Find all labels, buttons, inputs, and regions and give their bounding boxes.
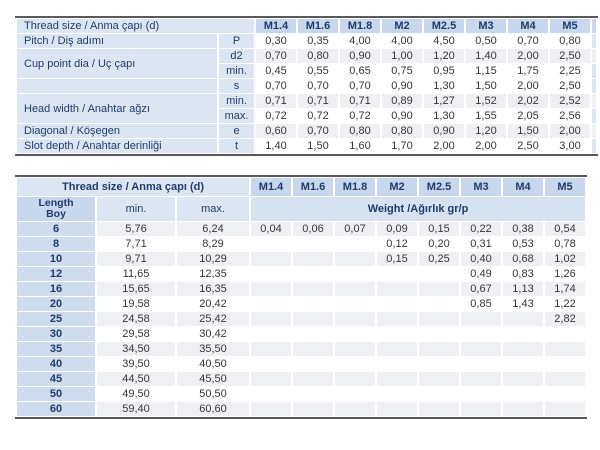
value-cell: 2,25 [550, 64, 590, 78]
weight-cell [419, 387, 459, 401]
table-row [17, 267, 585, 281]
min-value-cell: 39,50 [97, 357, 175, 371]
row-label: Head width / Anahtar ağzı [17, 94, 217, 123]
row-symbol: min. [219, 64, 254, 78]
weight-cell [503, 387, 543, 401]
table-row [17, 49, 596, 63]
min-value-cell: 11,65 [97, 267, 175, 281]
weight-cell [377, 282, 417, 296]
weight-cell: 1,22 [545, 297, 585, 311]
max-value-cell: 40,50 [177, 357, 249, 371]
table-row [17, 94, 596, 108]
thread-size-header: M5 [550, 19, 590, 33]
min-value-cell: 24,58 [97, 312, 175, 326]
row-label: Slot depth / Anahtar derinliği [17, 139, 217, 153]
weight-cell [335, 372, 375, 386]
weight-cell: 0,06 [293, 222, 333, 236]
weight-cell: 0,22 [461, 222, 501, 236]
max-value-cell: 6,24 [177, 222, 249, 236]
weight-cell [251, 267, 291, 281]
thread-size-header: M1.6 [293, 178, 333, 196]
weight-cell [251, 312, 291, 326]
value-cell: 0,71 [256, 94, 296, 108]
weight-cell [251, 297, 291, 311]
weight-cell: 0,85 [461, 297, 501, 311]
max-value-cell: 45,50 [177, 372, 249, 386]
table-row [17, 124, 596, 138]
weight-cell: 0,31 [461, 237, 501, 251]
thread-size-header: M1.6 [298, 19, 338, 33]
min-value-cell: 7,71 [97, 237, 175, 251]
table-row [17, 342, 585, 356]
min-value-cell: 44,50 [97, 372, 175, 386]
value-cell: 1,55 [466, 109, 506, 123]
table-row [17, 327, 585, 341]
row-label: Cup point dia / Uç çapı [17, 49, 217, 78]
max-value-cell: 8,29 [177, 237, 249, 251]
table-edge-sliver [592, 109, 596, 123]
weight-cell [503, 342, 543, 356]
value-cell: 0,71 [340, 94, 380, 108]
value-cell: 0,72 [298, 109, 338, 123]
weight-cell: 0,40 [461, 252, 501, 266]
length-cell: 16 [17, 282, 95, 296]
weight-cell [293, 237, 333, 251]
lengths-weights-table [15, 177, 587, 417]
value-cell: 1,50 [298, 139, 338, 153]
weight-group-header: Weight /Ağırlık gr/p [251, 197, 585, 221]
value-cell: 0,80 [340, 124, 380, 138]
value-cell: 1,30 [424, 109, 464, 123]
value-cell: 0,70 [340, 79, 380, 93]
weight-cell [377, 342, 417, 356]
length-column-header [17, 197, 95, 221]
table-edge-sliver [592, 139, 596, 153]
value-cell: 1,30 [424, 79, 464, 93]
weight-cell: 1,13 [503, 282, 543, 296]
row-label: Diagonal / Köşegen [17, 124, 217, 138]
thread-size-header: M1.4 [251, 178, 291, 196]
value-cell: 0,60 [256, 124, 296, 138]
value-cell: 2,00 [508, 79, 548, 93]
weight-cell [461, 312, 501, 326]
table-edge-sliver [592, 94, 596, 108]
weight-cell [293, 372, 333, 386]
min-value-cell: 9,71 [97, 252, 175, 266]
weight-cell: 1,74 [545, 282, 585, 296]
weight-cell: 0,20 [419, 237, 459, 251]
table-row [17, 237, 585, 251]
weight-cell: 0,09 [377, 222, 417, 236]
value-cell: 1,00 [382, 49, 422, 63]
length-cell: 50 [17, 387, 95, 401]
weight-cell [377, 372, 417, 386]
weight-cell [335, 357, 375, 371]
value-cell: 4,50 [424, 34, 464, 48]
weight-cell [545, 342, 585, 356]
table-row [17, 252, 585, 266]
value-cell: 0,80 [550, 34, 590, 48]
weight-cell: 0,49 [461, 267, 501, 281]
max-value-cell: 20,42 [177, 297, 249, 311]
row-symbol: d2 [219, 49, 254, 63]
value-cell: 1,60 [340, 139, 380, 153]
weight-cell [545, 372, 585, 386]
weight-cell [377, 402, 417, 416]
value-cell: 0,70 [256, 79, 296, 93]
value-cell: 2,50 [550, 79, 590, 93]
max-value-cell: 50,50 [177, 387, 249, 401]
weight-cell: 0,12 [377, 237, 417, 251]
weight-cell [419, 327, 459, 341]
value-cell: 1,27 [424, 94, 464, 108]
weight-cell: 0,67 [461, 282, 501, 296]
thread-size-header: M4 [508, 19, 548, 33]
value-cell: 2,00 [424, 139, 464, 153]
value-cell: 2,00 [508, 49, 548, 63]
weight-cell [335, 342, 375, 356]
length-cell: 35 [17, 342, 95, 356]
weight-cell [293, 342, 333, 356]
value-cell: 1,52 [466, 94, 506, 108]
max-value-cell: 25,42 [177, 312, 249, 326]
thread-size-header: M3 [461, 178, 501, 196]
weight-cell [503, 327, 543, 341]
table-row [17, 387, 585, 401]
table-edge-sliver [592, 124, 596, 138]
thread-size-header: M1.8 [335, 178, 375, 196]
value-cell: 0,70 [298, 124, 338, 138]
min-value-cell: 19,58 [97, 297, 175, 311]
weight-cell: 0,15 [419, 222, 459, 236]
weight-cell [377, 312, 417, 326]
value-cell: 0,90 [340, 49, 380, 63]
weight-cell [251, 357, 291, 371]
value-cell: 0,72 [340, 109, 380, 123]
value-cell: 1,75 [508, 64, 548, 78]
weight-cell [251, 252, 291, 266]
value-cell: 0,45 [256, 64, 296, 78]
thread-size-header: M5 [545, 178, 585, 196]
value-cell: 2,02 [508, 94, 548, 108]
weight-cell [419, 297, 459, 311]
table-edge-sliver [592, 64, 596, 78]
weight-cell: 0,78 [545, 237, 585, 251]
weight-cell [251, 282, 291, 296]
value-cell: 0,50 [466, 34, 506, 48]
value-cell: 0,90 [382, 109, 422, 123]
length-cell: 45 [17, 372, 95, 386]
value-cell: 2,00 [550, 124, 590, 138]
weight-cell [293, 402, 333, 416]
value-cell: 2,50 [550, 49, 590, 63]
weight-cell [503, 372, 543, 386]
value-cell: 0,90 [382, 79, 422, 93]
row-symbol: max. [219, 109, 254, 123]
weight-cell [335, 252, 375, 266]
value-cell: 2,00 [466, 139, 506, 153]
value-cell: 1,40 [256, 139, 296, 153]
value-cell: 1,50 [466, 79, 506, 93]
table-row [17, 312, 585, 326]
thread-size-header: M2.5 [424, 19, 464, 33]
weight-cell [461, 402, 501, 416]
value-cell: 1,15 [466, 64, 506, 78]
table1-title: Thread size / Anma çapı (d) [17, 19, 254, 33]
weight-cell [419, 342, 459, 356]
weight-cell [335, 387, 375, 401]
weight-cell: 0,53 [503, 237, 543, 251]
weight-cell [419, 282, 459, 296]
table-row [17, 282, 585, 296]
weight-cell [545, 327, 585, 341]
weight-cell: 0,25 [419, 252, 459, 266]
weight-cell [293, 282, 333, 296]
min-value-cell: 15,65 [97, 282, 175, 296]
value-cell: 3,00 [550, 139, 590, 153]
value-cell: 1,40 [466, 49, 506, 63]
max-value-cell: 35,50 [177, 342, 249, 356]
weight-cell [461, 342, 501, 356]
length-label-tr: Boy [46, 208, 66, 220]
value-cell: 1,20 [424, 49, 464, 63]
weight-cell: 0,04 [251, 222, 291, 236]
row-symbol: s [219, 79, 254, 93]
table2-title: Thread size / Anma çapı (d) [17, 178, 249, 196]
weight-cell [419, 372, 459, 386]
weight-cell [293, 267, 333, 281]
value-cell: 4,00 [382, 34, 422, 48]
table-edge-sliver [592, 79, 596, 93]
weight-cell [419, 267, 459, 281]
length-cell: 10 [17, 252, 95, 266]
max-value-cell: 60,60 [177, 402, 249, 416]
weight-cell: 0,83 [503, 267, 543, 281]
value-cell: 2,52 [550, 94, 590, 108]
table-row [17, 222, 585, 236]
value-cell: 0,35 [298, 34, 338, 48]
max-value-cell: 30,42 [177, 327, 249, 341]
row-symbol: e [219, 124, 254, 138]
length-cell: 40 [17, 357, 95, 371]
table-edge-sliver [592, 34, 596, 48]
dimensions-table-wrap [15, 16, 598, 156]
weight-cell [503, 312, 543, 326]
weight-cell [545, 402, 585, 416]
weight-cell [251, 342, 291, 356]
weight-cell [377, 387, 417, 401]
length-cell: 60 [17, 402, 95, 416]
table-row [17, 402, 585, 416]
weight-cell [335, 312, 375, 326]
table-edge-sliver [592, 49, 596, 63]
value-cell: 1,70 [382, 139, 422, 153]
row-symbol: t [219, 139, 254, 153]
value-cell: 0,70 [508, 34, 548, 48]
weight-cell [335, 237, 375, 251]
thread-size-header: M3 [466, 19, 506, 33]
max-value-cell: 16,35 [177, 282, 249, 296]
weight-cell [293, 327, 333, 341]
weight-cell [503, 402, 543, 416]
max-column-header: max. [177, 197, 249, 221]
row-label: Pitch / Diş adımı [17, 34, 217, 48]
weight-cell [503, 357, 543, 371]
thread-size-header: M4 [503, 178, 543, 196]
table-row [17, 34, 596, 48]
table-row [17, 297, 585, 311]
min-value-cell: 49,50 [97, 387, 175, 401]
weight-cell: 0,07 [335, 222, 375, 236]
value-cell: 4,00 [340, 34, 380, 48]
weight-cell: 1,26 [545, 267, 585, 281]
length-cell: 6 [17, 222, 95, 236]
thread-size-header: M2.5 [419, 178, 459, 196]
length-cell: 12 [17, 267, 95, 281]
weight-cell [545, 357, 585, 371]
table-row [17, 79, 596, 93]
weight-cell [251, 402, 291, 416]
length-cell: 8 [17, 237, 95, 251]
weight-cell [251, 327, 291, 341]
weight-cell [293, 357, 333, 371]
weight-cell: 2,82 [545, 312, 585, 326]
thread-size-header: M2 [377, 178, 417, 196]
weight-cell: 0,38 [503, 222, 543, 236]
value-cell: 0,55 [298, 64, 338, 78]
weight-cell [335, 327, 375, 341]
weight-cell [419, 312, 459, 326]
value-cell: 1,20 [466, 124, 506, 138]
value-cell: 0,70 [298, 79, 338, 93]
value-cell: 1,50 [508, 124, 548, 138]
value-cell: 0,30 [256, 34, 296, 48]
thread-size-header: M2 [382, 19, 422, 33]
dimensions-table [15, 18, 598, 154]
weight-cell [377, 267, 417, 281]
weight-cell [461, 357, 501, 371]
weight-cell: 1,02 [545, 252, 585, 266]
weight-cell [545, 387, 585, 401]
min-value-cell: 34,50 [97, 342, 175, 356]
value-cell: 0,89 [382, 94, 422, 108]
weight-cell [377, 297, 417, 311]
value-cell: 0,72 [256, 109, 296, 123]
table-row [17, 372, 585, 386]
weight-cell: 0,54 [545, 222, 585, 236]
row-label [17, 79, 217, 93]
weight-cell [377, 357, 417, 371]
min-value-cell: 5,76 [97, 222, 175, 236]
weight-cell [461, 327, 501, 341]
value-cell: 0,95 [424, 64, 464, 78]
table-row [17, 357, 585, 371]
value-cell: 0,71 [298, 94, 338, 108]
weight-cell [335, 402, 375, 416]
row-symbol: min. [219, 94, 254, 108]
min-value-cell: 29,58 [97, 327, 175, 341]
weight-cell [251, 237, 291, 251]
length-label-en: Length [38, 197, 74, 209]
weight-cell [335, 282, 375, 296]
value-cell: 0,80 [382, 124, 422, 138]
max-value-cell: 10,29 [177, 252, 249, 266]
weight-cell [377, 327, 417, 341]
max-value-cell: 12,35 [177, 267, 249, 281]
value-cell: 0,80 [298, 49, 338, 63]
weight-cell [251, 372, 291, 386]
weight-cell: 1,43 [503, 297, 543, 311]
value-cell: 0,75 [382, 64, 422, 78]
weight-cell [293, 252, 333, 266]
weight-cell [335, 267, 375, 281]
value-cell: 0,65 [340, 64, 380, 78]
min-value-cell: 59,40 [97, 402, 175, 416]
weight-cell: 0,15 [377, 252, 417, 266]
weight-cell [293, 312, 333, 326]
row-symbol: P [219, 34, 254, 48]
weight-cell [419, 357, 459, 371]
value-cell: 0,70 [256, 49, 296, 63]
weight-cell [293, 297, 333, 311]
table-row [17, 139, 596, 153]
weight-cell [293, 387, 333, 401]
value-cell: 2,56 [550, 109, 590, 123]
thread-size-header: M1.8 [340, 19, 380, 33]
min-column-header: min. [97, 197, 175, 221]
weight-cell [251, 387, 291, 401]
length-cell: 25 [17, 312, 95, 326]
value-cell: 0,90 [424, 124, 464, 138]
weight-cell [461, 387, 501, 401]
weight-cell [461, 372, 501, 386]
value-cell: 2,50 [508, 139, 548, 153]
weight-cell: 0,68 [503, 252, 543, 266]
lengths-weights-table-wrap [15, 175, 587, 419]
weight-cell [335, 297, 375, 311]
length-cell: 20 [17, 297, 95, 311]
value-cell: 2,05 [508, 109, 548, 123]
length-cell: 30 [17, 327, 95, 341]
table-edge-sliver [592, 19, 596, 33]
thread-size-header: M1.4 [256, 19, 296, 33]
weight-cell [419, 402, 459, 416]
